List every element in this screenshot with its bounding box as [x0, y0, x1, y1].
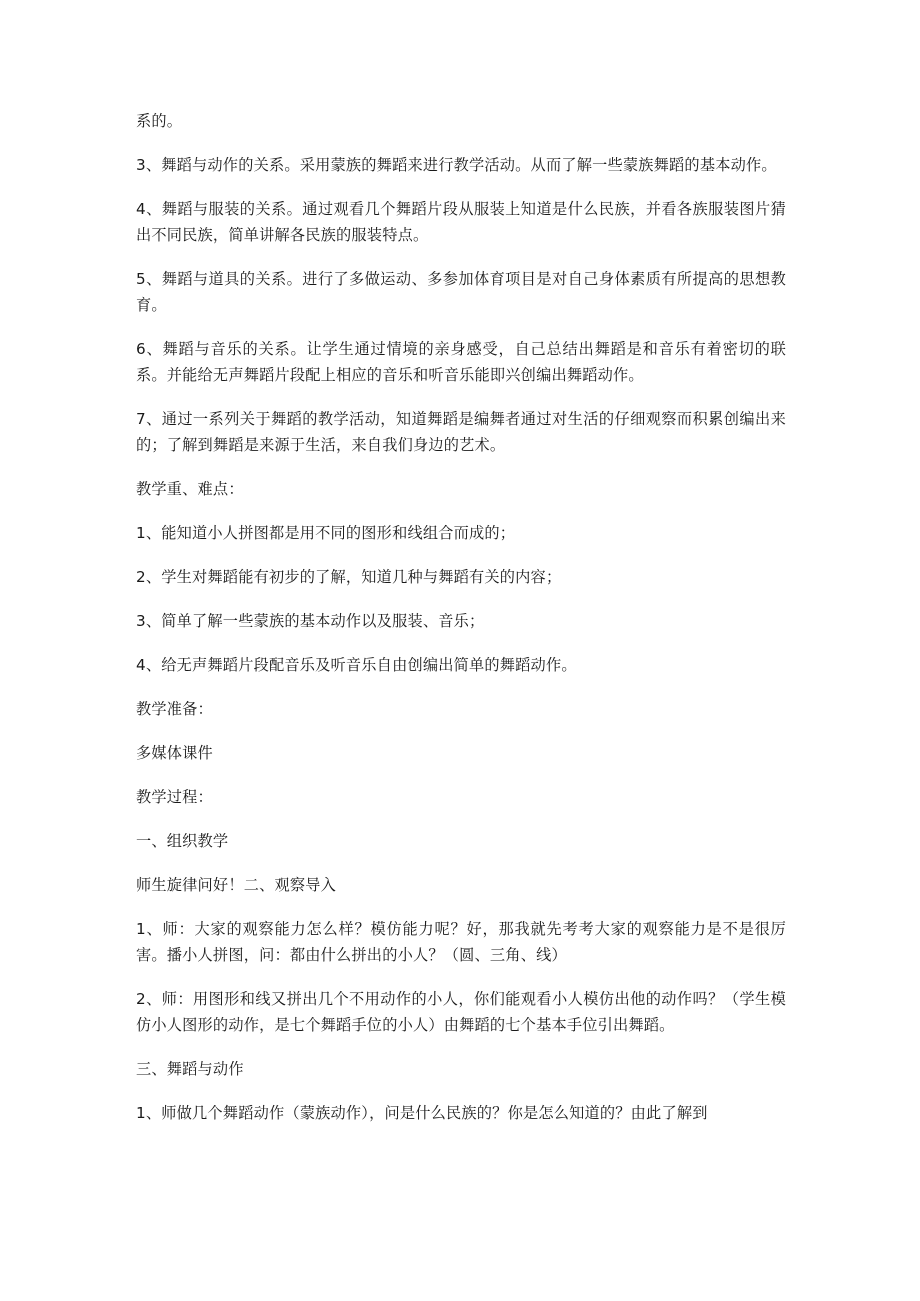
paragraph-item-7: 7、通过一系列关于舞蹈的教学活动，知道舞蹈是编舞者通过对生活的仔细观察而积累创编出来的；了解到舞蹈是来源于生活，来自我们身边的艺术。 — [136, 410, 786, 454]
key-point-3: 3、简单了解一些蒙族的基本动作以及服装、音乐； — [136, 612, 485, 630]
preparation-text: 多媒体课件 — [136, 744, 213, 762]
section-heading-preparation: 教学准备： — [136, 700, 213, 718]
paragraph-item-4: 4、舞蹈与服装的关系。通过观看几个舞蹈片段从服装上知道是什么民族，并看各族服装图片猜出不同民族，简单讲解各民族的服装特点。 — [136, 200, 786, 244]
process-step-1-heading: 一、组织教学 — [136, 832, 229, 850]
document-page — [136, 108, 786, 1144]
paragraph-item-3: 3、舞蹈与动作的关系。采用蒙族的舞蹈来进行教学活动。从而了解一些蒙族舞蹈的基本动作。 — [136, 156, 777, 174]
observation-item-2: 2、师：用图形和线又拼出几个不用动作的小人，你们能观看小人模仿出他的动作吗？（学生模仿小人图形的动作，是七个舞蹈手位的小人）由舞蹈的七个基本手位引出舞蹈。 — [136, 990, 786, 1034]
dance-movement-item-1: 1、师做几个舞蹈动作（蒙族动作），问是什么民族的？你是怎么知道的？由此了解到 — [136, 1104, 708, 1122]
section-heading-process: 教学过程： — [136, 788, 213, 806]
key-point-1: 1、能知道小人拼图都是用不同的图形和线组合而成的； — [136, 524, 516, 542]
process-step-3-heading: 三、舞蹈与动作 — [136, 1060, 244, 1078]
key-point-2: 2、学生对舞蹈能有初步的了解，知道几种与舞蹈有关的内容； — [136, 568, 562, 586]
section-heading-key-points: 教学重、难点： — [136, 480, 244, 498]
process-greeting: 师生旋律问好！二、观察导入 — [136, 876, 337, 894]
paragraph-item-6: 6、舞蹈与音乐的关系。让学生通过情境的亲身感受，自己总结出舞蹈是和音乐有着密切的联系。并能给无声舞蹈片段配上相应的音乐和听音乐能即兴创编出舞蹈动作。 — [136, 340, 786, 384]
paragraph-continuation: 系的。 — [136, 112, 183, 130]
key-point-4: 4、给无声舞蹈片段配音乐及听音乐自由创编出简单的舞蹈动作。 — [136, 656, 577, 674]
paragraph-item-5: 5、舞蹈与道具的关系。进行了多做运动、多参加体育项目是对自己身体素质有所提高的思想教育。 — [136, 270, 786, 314]
observation-item-1: 1、师：大家的观察能力怎么样？模仿能力呢？好，那我就先考考大家的观察能力是不是很厉害。播小人拼图，问：都由什么拼出的小人？（圆、三角、线） — [136, 920, 786, 964]
